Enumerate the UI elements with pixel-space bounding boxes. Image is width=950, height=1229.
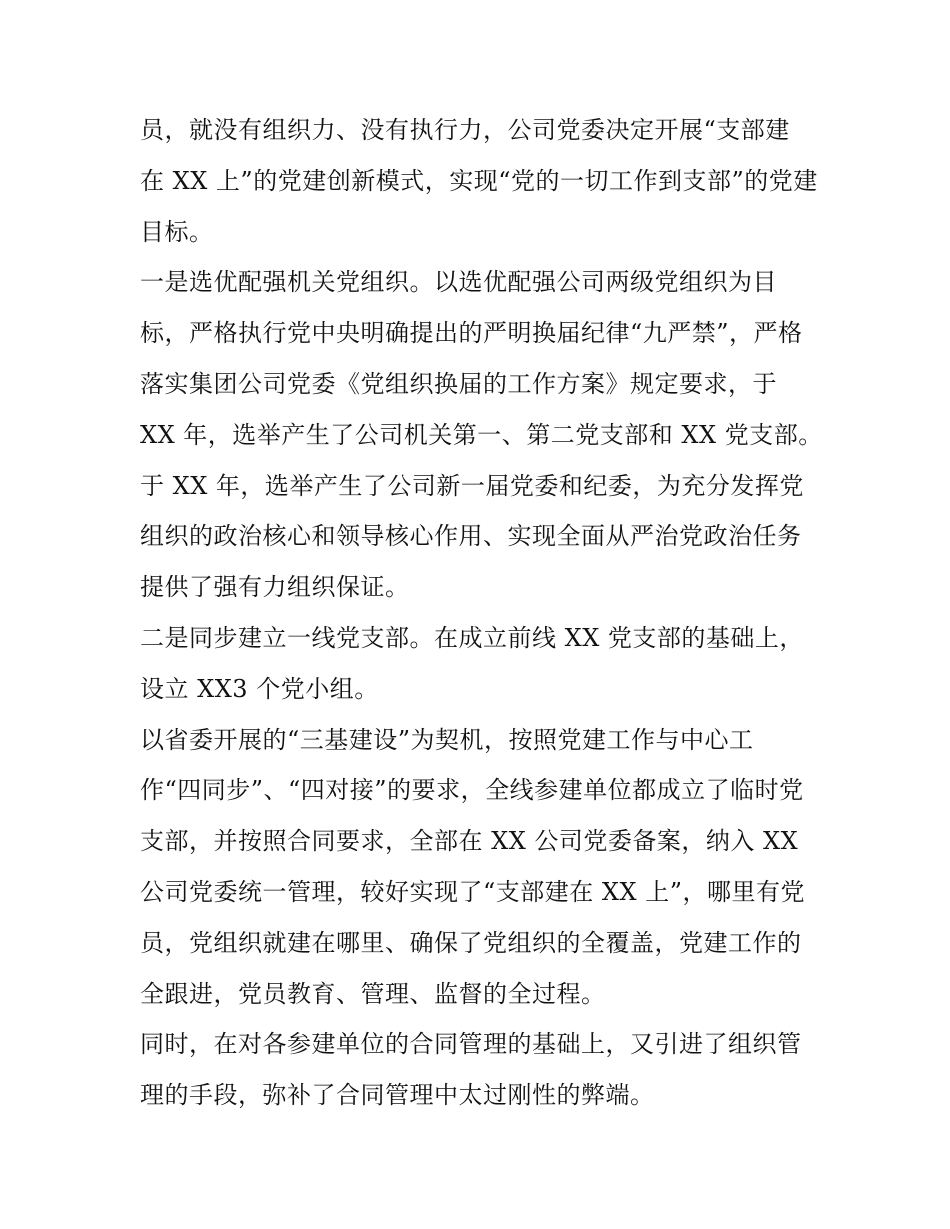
- body-text: [140, 105, 823, 1121]
- text-line: 一是选优配强机关党组织。以选优配强公司两级党组织为目: [140, 268, 777, 297]
- text-line: 二是同步建立一线党支部。在成立前线 XX 党支部的基础上，: [140, 623, 804, 652]
- text-line: XX 年，选举产生了公司机关第一、第二党支部和 XX 党支部。: [140, 420, 823, 449]
- text-line: 标，严格执行党中央明确提出的严明换届纪律“九严禁”，严格: [140, 319, 803, 348]
- text-line: 落实集团公司党委《党组织换届的工作方案》规定要求，于: [140, 369, 777, 398]
- text-line: 目标。: [140, 217, 214, 246]
- text-line: 员，就没有组织力、没有执行力，公司党委决定开展“支部建: [140, 116, 790, 144]
- text-line: 在 XX 上”的党建创新模式，实现“党的一切工作到支部”的党建: [140, 166, 818, 195]
- text-line: 设立 XX3 个党小组。: [140, 674, 379, 703]
- text-line: 公司党委统一管理，较好实现了“支部建在 XX 上”，哪里有党: [140, 877, 805, 906]
- text-line: 理的手段，弥补了合同管理中太过刚性的弊端。: [140, 1081, 655, 1110]
- text-line: 以省委开展的“三基建设”为契机，按照党建工作与中心工: [140, 725, 754, 754]
- text-line: 组织的政治核心和领导核心作用、实现全面从严治党政治任务: [140, 522, 802, 551]
- text-line: 作“四同步”、“四对接”的要求，全线参建单位都成立了临时党: [140, 776, 804, 805]
- text-line: 提供了强有力组织保证。: [140, 573, 410, 602]
- text-line: 员，党组织就建在哪里、确保了党组织的全覆盖，党建工作的: [140, 928, 802, 957]
- text-line: 同时，在对各参建单位的合同管理的基础上，又引进了组织管: [140, 1030, 802, 1059]
- text-line: 于 XX 年，选举产生了公司新一届党委和纪委，为充分发挥党: [140, 471, 804, 500]
- text-line: 支部，并按照合同要求，全部在 XX 公司党委备案，纳入 XX: [140, 827, 799, 856]
- text-line: 全跟进，党员教育、管理、监督的全过程。: [140, 979, 606, 1008]
